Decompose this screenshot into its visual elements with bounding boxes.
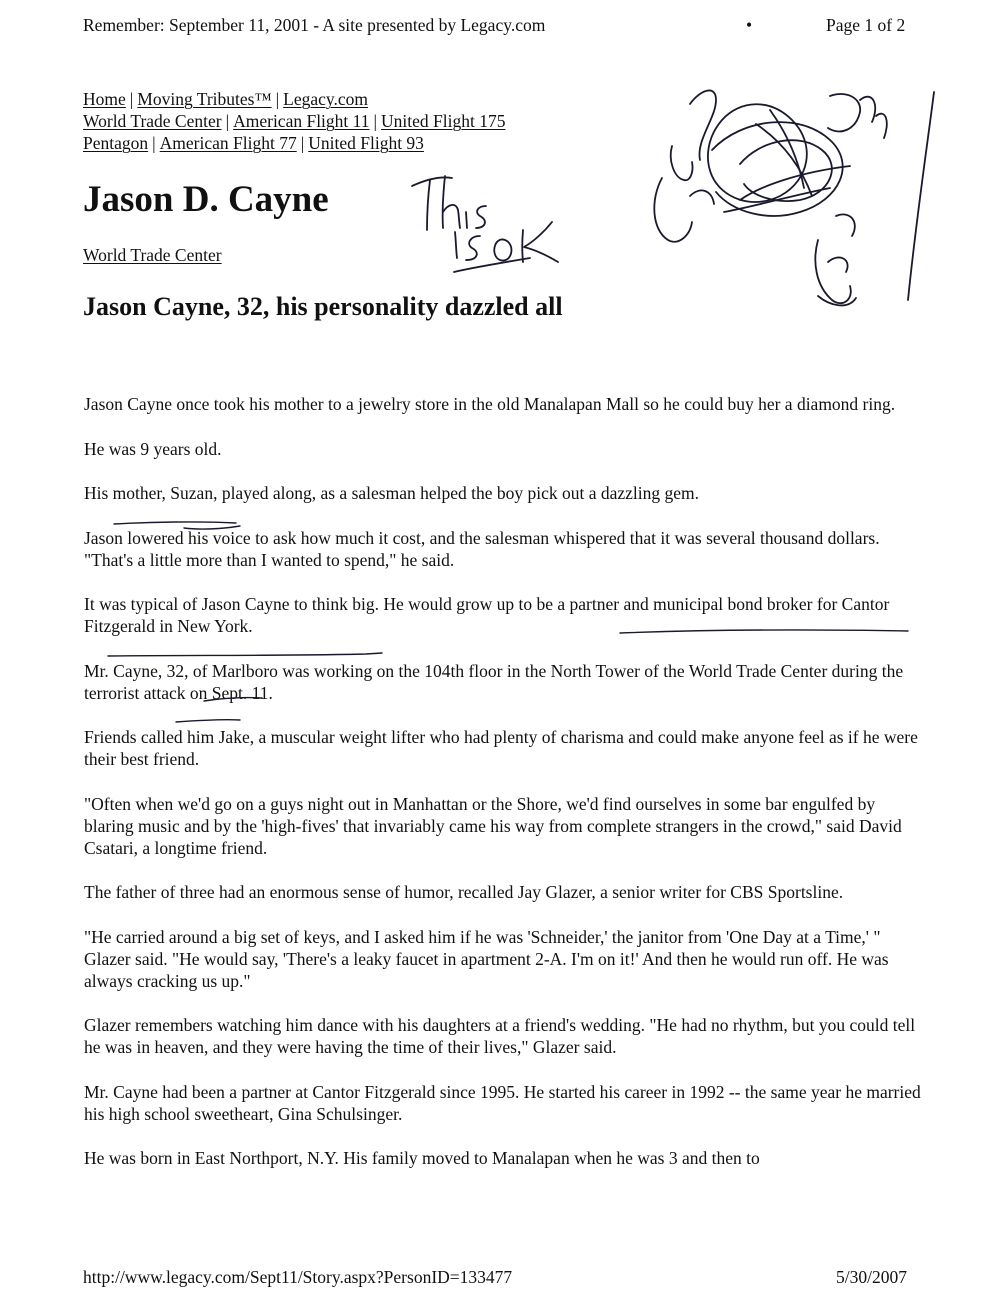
nav-separator: | — [300, 133, 305, 153]
nav-separator: | — [225, 111, 230, 131]
print-header-dot: • — [746, 15, 753, 35]
page-title: Jason D. Cayne — [83, 179, 329, 220]
nav-row-1 — [83, 88, 505, 110]
article-paragraph: Jason lowered his voice to ask how much it cost, and the salesman whispered that it was several thousand dollars. "That's a little more than I wanted to spend," he said. — [84, 527, 880, 570]
article-paragraph: He was 9 years old. — [84, 438, 222, 459]
article-paragraph: His mother, Suzan, played along, as a salesman helped the boy pick out a dazzling gem. — [84, 483, 700, 503]
article-paragraph: Glazer remembers watching him dance with his daughters at a friend's wedding. "He had no rhythm, but you could tell he was in heaven, and they were having the time of their lives," Glazer said. — [84, 1015, 916, 1057]
site-navigation — [83, 88, 505, 154]
nav-row-3 — [83, 132, 505, 154]
article-body — [84, 393, 924, 1192]
article-headline: Jason Cayne, 32, his personality dazzled all — [83, 292, 563, 321]
nav-link-home[interactable]: Home — [83, 89, 126, 109]
nav-link-american-flight-11[interactable]: American Flight 11 — [233, 111, 370, 131]
nav-separator: | — [275, 89, 280, 109]
nav-link-united-flight-93[interactable]: United Flight 93 — [308, 133, 424, 153]
nav-row-2 — [83, 110, 505, 132]
signature — [654, 90, 934, 305]
article-paragraph: "Often when we'd go on a guys night out in Manhattan or the Shore, we'd find ourselves in some bar engulfed by blaring music and by the 'high-fives' that invariably came his way from complete strangers in the crowd," said David Csatari, a longtime friend. — [84, 793, 902, 858]
nav-link-american-flight-77[interactable]: American Flight 77 — [159, 133, 297, 153]
nav-separator: | — [152, 133, 156, 153]
article-paragraph: The father of three had an enormous sense of humor, recalled Jay Glazer, a senior writer for CBS Sportsline. — [84, 882, 844, 902]
article-paragraph: Mr. Cayne had been a partner at Cantor Fitzgerald since 1995. He started his career in 1992 -- the same year he married his high school sweetheart, Gina Schulsinger. — [84, 1081, 921, 1124]
article-paragraph: He was born in East Northport, N.Y. His family moved to Manalapan when he was 3 and then to — [84, 1148, 760, 1168]
print-footer-date: 5/30/2007 — [836, 1267, 907, 1287]
print-footer-url: http://www.legacy.com/Sept11/Story.aspx?PersonID=133477 — [83, 1267, 513, 1287]
nav-separator: | — [373, 111, 378, 131]
nav-separator: | — [129, 89, 134, 109]
article-paragraph: Mr. Cayne, 32, of Marlboro was working on the 104th floor in the North Tower of the World Trade Center during the terrorist attack on Sept. 11. — [84, 660, 904, 703]
section-link-world-trade-center[interactable]: World Trade Center — [83, 245, 222, 265]
print-header-site-line: Remember: September 11, 2001 - A site presented by Legacy.com — [83, 15, 546, 35]
article-paragraph: "He carried around a big set of keys, and I asked him if he was 'Schneider,' the janitor from 'One Day at a Time,' " Glazer said. "He would say, 'There's a leaky faucet in apartment 2-A. I'm on it!' And then he would run off. He was always cracking us up." — [84, 926, 889, 991]
nav-link-pentagon[interactable]: Pentagon — [83, 133, 149, 153]
nav-link-united-flight-175[interactable]: United Flight 175 — [381, 111, 506, 131]
handwritten-note — [412, 176, 558, 272]
article-paragraph: Friends called him Jake, a muscular weight lifter who had plenty of charisma and could make anyone feel as if he were their best friend. — [84, 727, 918, 769]
page-indicator: Page 1 of 2 — [826, 15, 906, 35]
article-paragraph: It was typical of Jason Cayne to think big. He would grow up to be a partner and municipal bond broker for Cantor Fitzgerald in New York. — [84, 594, 890, 636]
nav-link-moving-tributes[interactable]: Moving Tributes™ — [137, 89, 272, 109]
nav-link-world-trade-center[interactable]: World Trade Center — [83, 111, 222, 131]
nav-link-legacy[interactable]: Legacy.com — [283, 89, 369, 109]
article-paragraph: Jason Cayne once took his mother to a jewelry store in the old Manalapan Mall so he could buy her a diamond ring. — [84, 394, 896, 414]
